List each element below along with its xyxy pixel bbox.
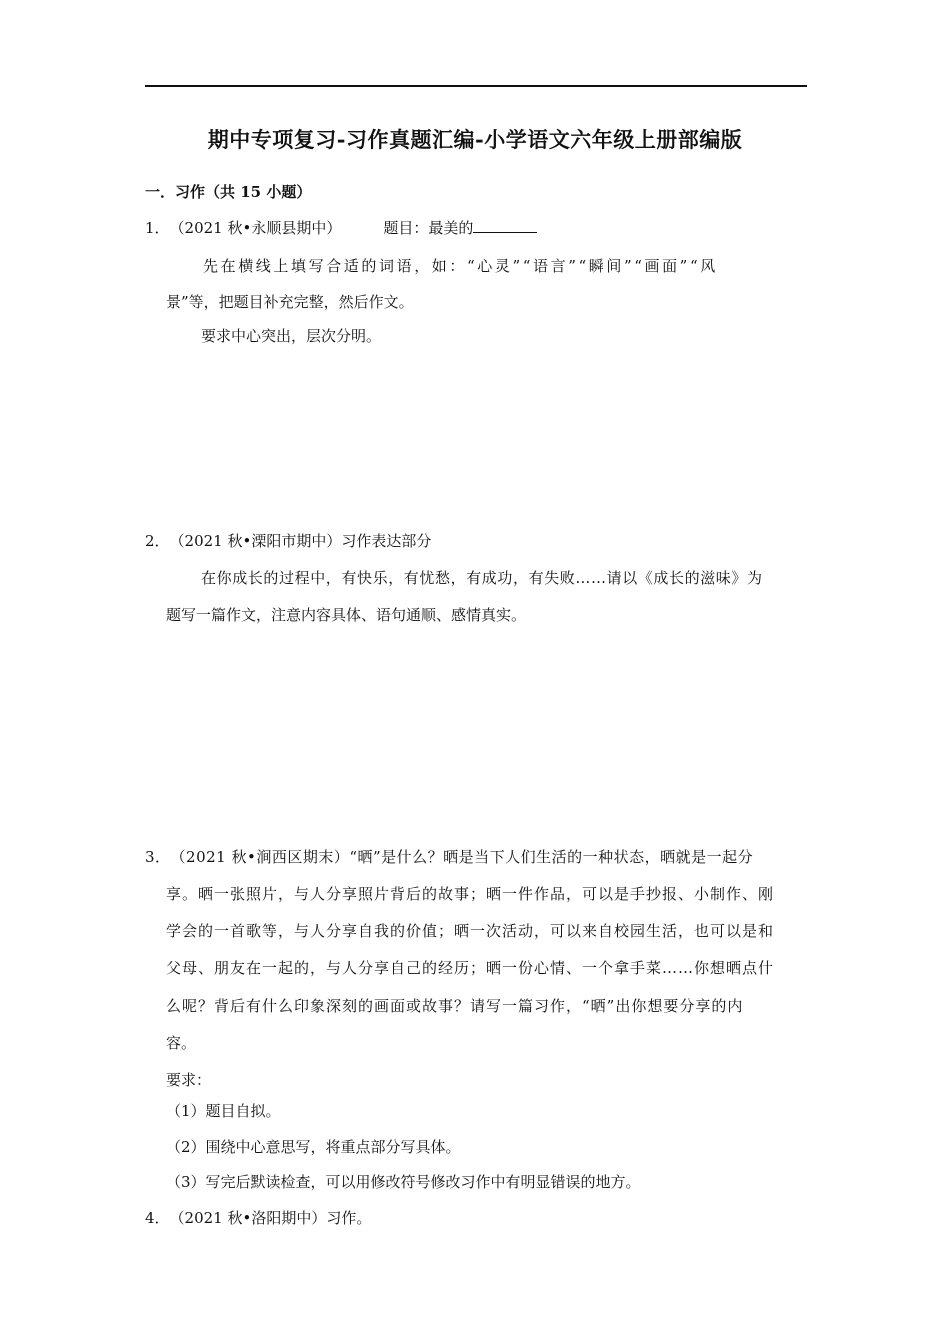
page-title: 期中专项复习-习作真题汇编-小学语文六年级上册部编版	[207, 127, 743, 152]
question-1-text-line: 先在横线上填写合适的词语，如：“心灵”“语言”“瞬间”“画面”“风	[203, 257, 718, 275]
question-label: 习作表达部分	[341, 532, 432, 550]
question-3-text-line: 享。晒一张照片，与人分享照片背后的故事；晒一件作品，可以是手抄报、小制作、刚	[166, 885, 775, 903]
question-number: 1．	[145, 219, 170, 237]
question-number: 3．	[145, 848, 171, 866]
question-3-header	[145, 847, 753, 867]
requirement-item: （1）题目自拟。	[166, 1102, 281, 1120]
question-3-text-line: “晒”是什么？晒是当下人们生活的一种状态，晒就是一起分	[349, 848, 754, 866]
requirement-item: （3）写完后默读检查，可以用修改符号修改习作中有明显错误的地方。	[166, 1173, 641, 1191]
header-rule	[145, 85, 807, 87]
question-source: （2021 秋•永顺县期中）	[169, 219, 342, 237]
question-1-header	[145, 218, 537, 238]
question-number: 2．	[145, 532, 170, 550]
question-source: （2021 秋•溧阳市期中）	[169, 532, 342, 550]
section-heading: 一．习作（共 15 小题）	[145, 183, 312, 201]
question-source: （2021 秋•洛阳期中）	[169, 1209, 327, 1227]
question-2-text-line: 题写一篇作文，注意内容具体、语句通顺、感情真实。	[166, 606, 527, 624]
question-label: 习作。	[326, 1209, 372, 1227]
requirements-label: 要求：	[166, 1071, 212, 1089]
question-3-text-line: 么呢？背后有什么印象深刻的画面或故事？请写一篇习作，“晒”出你想要分享的内	[166, 997, 744, 1015]
question-source: （2021 秋•涧西区期末）	[170, 848, 350, 866]
question-4-header	[145, 1208, 371, 1228]
requirement-item: （2）围绕中心意思写，将重点部分写具体。	[166, 1138, 461, 1156]
question-3-text-line: 容。	[166, 1034, 197, 1052]
question-2-text-line: 在你成长的过程中，有快乐，有忧愁，有成功，有失败……请以《成长的滋味》为	[201, 569, 763, 587]
question-2-header	[145, 531, 431, 551]
question-topic: 题目：最美的	[383, 219, 474, 237]
question-3-text-line: 父母、朋友在一起的，与人分享自己的经历；晒一份心情、一个拿手菜……你想晒点什	[166, 959, 775, 977]
question-1-text-line: 景”等，把题目补充完整，然后作文。	[166, 293, 414, 311]
fill-in-blank	[473, 218, 537, 233]
question-3-text-line: 学会的一首歌等，与人分享自我的价值；晒一次活动，可以来自校园生活，也可以是和	[166, 922, 775, 940]
question-1-requirement: 要求中心突出，层次分明。	[201, 327, 382, 345]
question-number: 4．	[145, 1209, 170, 1227]
